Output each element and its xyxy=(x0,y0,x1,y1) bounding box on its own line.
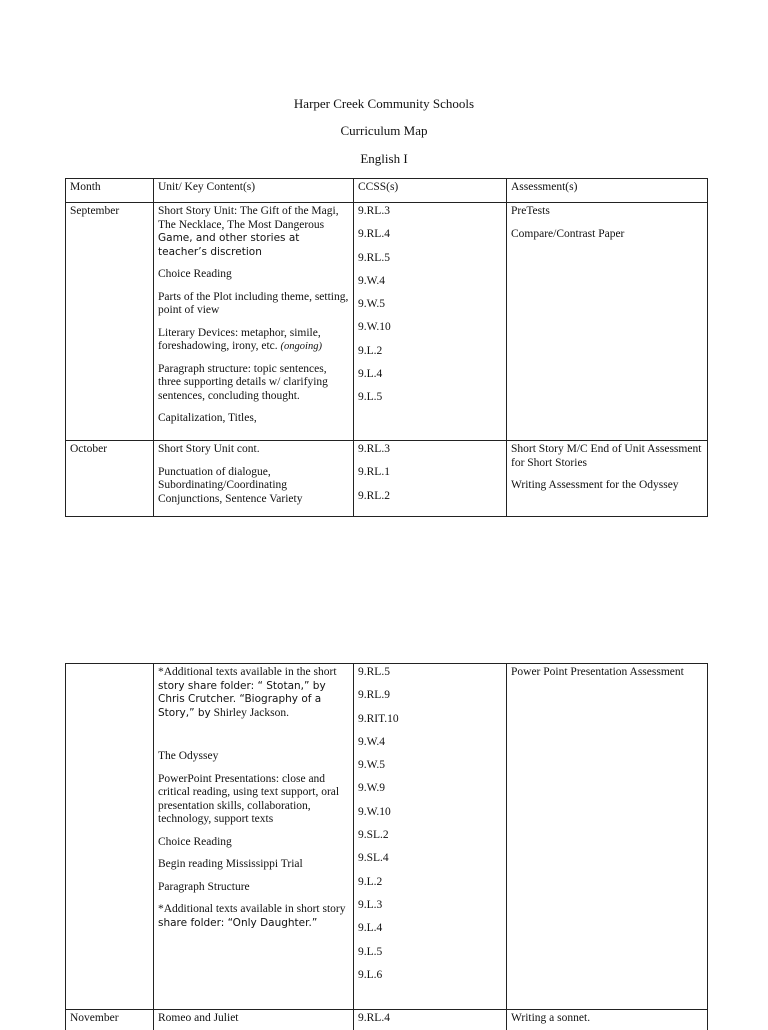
unit-item: PowerPoint Presentations: close and critical reading, using text support, oral presentation skills, collaboration, technology, support texts xyxy=(158,772,340,825)
assessment-item: Writing Assessment for the Odyssey xyxy=(511,479,679,491)
header-unit: Unit/ Key Content(s) xyxy=(154,179,354,203)
assessment-item: PreTests xyxy=(511,205,550,217)
header-ccss: CCSS(s) xyxy=(354,179,507,203)
curriculum-table-page-2 xyxy=(65,663,708,1030)
ccss-code: 9.RIT.10 xyxy=(358,712,399,725)
month-cell xyxy=(66,664,154,1010)
header-row xyxy=(66,179,708,203)
ccss-cell xyxy=(354,203,507,441)
district-name: Harper Creek Community Schools xyxy=(293,96,475,111)
ccss-code: 9.W.10 xyxy=(358,321,391,334)
ccss-code: 9.L.4 xyxy=(358,368,383,381)
unit-item: Paragraph Structure xyxy=(158,880,250,893)
ccss-code: 9.W.4 xyxy=(358,274,386,287)
table-row-odyssey xyxy=(66,664,708,1010)
assessment-item: Power Point Presentation Assessment xyxy=(511,666,684,678)
unit-item: The Odyssey xyxy=(158,750,219,762)
unit-cell xyxy=(154,441,354,517)
ccss-code: 9.RL.1 xyxy=(358,466,390,479)
unit-item: Choice Reading xyxy=(158,835,232,848)
course-name: English I xyxy=(360,151,408,166)
month-cell: November xyxy=(66,1010,154,1030)
ccss-cell: 9.RL.4 xyxy=(354,1010,507,1030)
table-row-september xyxy=(66,203,708,441)
assessment-cell xyxy=(507,203,708,441)
table-row-november xyxy=(66,1010,708,1030)
ccss-code: 9.RL.3 xyxy=(358,443,390,455)
ccss-code: 9.W.5 xyxy=(358,298,386,311)
unit-item: Paragraph structure: topic sentences, three supporting details w/ clarifying sentences, concluding thought. xyxy=(158,362,328,402)
document-title: Curriculum Map xyxy=(340,123,428,138)
unit-item: Choice Reading xyxy=(158,268,232,280)
unit-item: Punctuation of dialogue, Subordinating/Coordinating Conjunctions, Sentence Variety xyxy=(158,465,303,505)
ccss-code: 9.L.2 xyxy=(358,875,383,888)
ccss-code: 9.RL.3 xyxy=(358,205,390,217)
ccss-code: 9.SL.2 xyxy=(358,829,389,842)
ccss-code: 9.L.3 xyxy=(358,898,383,911)
ccss-code: 9.W.5 xyxy=(358,759,386,772)
ccss-code: 9.RL.2 xyxy=(358,489,390,502)
assessment-cell xyxy=(507,441,708,517)
month-cell: October xyxy=(66,441,154,517)
assessment-item: Compare/Contrast Paper xyxy=(511,227,625,240)
ccss-code: 9.W.10 xyxy=(358,805,391,818)
unit-item: *Additional texts available in the short story share folder: “ Stotan,” by Chris Crutcher. “Biography of a Story,” by Shirley Jackson. xyxy=(158,666,337,719)
ccss-code: 9.RL.9 xyxy=(358,689,390,702)
unit-item: Short Story Unit cont. xyxy=(158,443,260,455)
assessment-cell xyxy=(507,664,708,1010)
ccss-code: 9.L.5 xyxy=(358,391,383,404)
unit-cell xyxy=(154,664,354,1010)
ccss-code: 9.L.5 xyxy=(358,945,383,958)
month-cell: September xyxy=(66,203,154,441)
table-row-october xyxy=(66,441,708,517)
unit-cell: Romeo and Juliet xyxy=(154,1010,354,1030)
curriculum-table-page-1 xyxy=(65,178,708,517)
ccss-code: 9.L.6 xyxy=(358,968,383,981)
ccss-cell xyxy=(354,664,507,1010)
ccss-code: 9.RL.5 xyxy=(358,251,390,264)
ccss-cell xyxy=(354,441,507,517)
assessment-cell: Writing a sonnet. xyxy=(507,1010,708,1030)
unit-item: Begin reading Mississippi Trial xyxy=(158,858,303,870)
unit-item: Literary Devices: metaphor, simile, foreshadowing, irony, etc. (ongoing) xyxy=(158,326,322,352)
assessment-item: Short Story M/C End of Unit Assessment for Short Stories xyxy=(511,443,702,469)
unit-item: *Additional texts available in short story share folder: “Only Daughter.” xyxy=(158,903,346,929)
ccss-code: 9.RL.5 xyxy=(358,666,390,678)
header-month: Month xyxy=(66,179,154,203)
ccss-code: 9.SL.4 xyxy=(358,852,389,865)
ccss-code: 9.W.4 xyxy=(358,735,386,748)
unit-item: Short Story Unit: The Gift of the Magi, The Necklace, The Most Dangerous Game, and other stories at teacher’s discretion xyxy=(158,205,339,258)
ccss-code: 9.L.2 xyxy=(358,344,383,357)
header-assessment: Assessment(s) xyxy=(507,179,708,203)
unit-item: Parts of the Plot including theme, setting, point of view xyxy=(158,290,349,316)
unit-cell xyxy=(154,203,354,441)
unit-item: Capitalization, Titles, xyxy=(158,412,257,424)
ccss-code: 9.RL.4 xyxy=(358,228,390,241)
ccss-code: 9.L.4 xyxy=(358,922,383,935)
ccss-code: 9.W.9 xyxy=(358,782,386,795)
